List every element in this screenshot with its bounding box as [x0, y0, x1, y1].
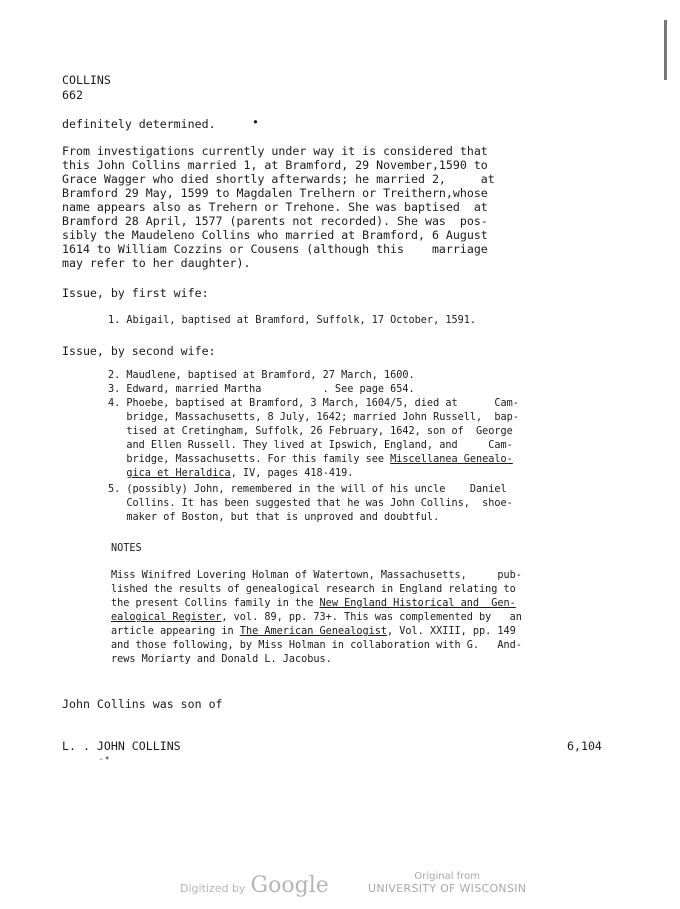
issue-item-continuation: Collins. It has been suggested that he was John Collins, shoe-: [108, 498, 513, 509]
intro-line: Bramford 29 May, 1599 to Magdalen Trelhern or Treithern,whose: [62, 186, 488, 200]
institution-name: UNIVERSITY OF WISCONSIN: [368, 882, 527, 895]
issue-item: 5. (possibly) John, remembered in the will of his uncle Daniel: [108, 484, 507, 495]
intro-line: 1614 to William Cozzins or Cousens (although this marriage: [62, 242, 488, 256]
stray-mark: -•: [98, 754, 111, 765]
notes-line: Miss Winifred Lovering Holman of Watertown, Massachusetts, pub-: [111, 570, 522, 581]
notes-line: [111, 612, 522, 623]
issue-item-continuation: [108, 468, 353, 479]
intro-line: Bramford 28 April, 1577 (parents not recorded). She was pos-: [62, 214, 488, 228]
notes-line: [111, 626, 516, 637]
issue-item: 2. Maudlene, baptised at Bramford, 27 March, 1600.: [108, 370, 415, 381]
stray-mark: •: [252, 115, 259, 129]
notes-text: , Vol. XXIII, pp. 149: [387, 626, 516, 637]
intro-line: sibly the Maudeleno Collins who married at Bramford, 6 August: [62, 228, 488, 242]
publication-title: Miscellanea Genealo-: [390, 454, 513, 465]
publication-title: ealogical Register: [111, 612, 222, 623]
notes-line: rews Moriarty and Donald L. Jacobus.: [111, 654, 332, 665]
son-of-line: John Collins was son of: [62, 697, 223, 711]
intro-line: may refer to her daughter).: [62, 256, 251, 270]
father-name: L. . JOHN COLLINS: [62, 739, 181, 753]
institution-watermark: [368, 871, 526, 895]
page-number: 662: [62, 88, 83, 102]
intro-line: Grace Wagger who died shortly afterwards; he married 2, at: [62, 172, 495, 186]
page-edge-mark: [664, 20, 667, 80]
issue-item: 1. Abigail, baptised at Bramford, Suffolk, 17 October, 1591.: [108, 315, 477, 326]
issue-first-heading: Issue, by first wife:: [62, 286, 209, 300]
digitized-by-google-watermark: [180, 873, 329, 898]
notes-line: [111, 598, 516, 609]
issue-text: , IV, pages 418-419.: [230, 468, 354, 479]
notes-text: , vol. 89, pp. 73+. This was complemented by an: [221, 612, 522, 623]
intro-line: this John Collins married 1, at Bramford, 29 November,1590 to: [62, 158, 488, 172]
issue-item-continuation: maker of Boston, but that is unproved and doubtful.: [108, 512, 440, 523]
publication-title: gica et Heraldica: [126, 468, 231, 479]
issue-item-continuation: bridge, Massachusetts, 8 July, 1642; married John Russell, bap-: [108, 412, 519, 423]
intro-line: name appears also as Trehern or Trehone. She was baptised at: [62, 200, 488, 214]
intro-line: From investigations currently under way it is considered that: [62, 144, 488, 158]
original-from-label: Original from: [414, 871, 480, 882]
issue-text: [108, 468, 126, 479]
father-reference: 6,104: [567, 739, 602, 753]
issue-item: 3. Edward, married Martha . See page 654.: [108, 384, 415, 395]
notes-line: lished the results of genealogical research in England relating to: [111, 584, 516, 595]
opening-line: definitely determined.: [62, 117, 216, 131]
notes-line: and those following, by Miss Holman in collaboration with G. And-: [111, 640, 522, 651]
notes-text: the present Collins family in the: [111, 598, 320, 609]
issue-second-heading: Issue, by second wife:: [62, 344, 216, 358]
publication-title: New England Historical and Gen-: [319, 598, 516, 609]
issue-item-continuation: and Ellen Russell. They lived at Ipswich, England, and Cam-: [108, 440, 513, 451]
issue-text: bridge, Massachusetts. For this family see: [108, 454, 391, 465]
notes-heading: NOTES: [111, 543, 142, 554]
publication-title: The American Genealogist: [239, 626, 388, 637]
issue-item-continuation: tised at Cretingham, Suffolk, 26 February, 1642, son of George: [108, 426, 513, 437]
notes-text: article appearing in: [111, 626, 240, 637]
issue-item-continuation: [108, 454, 513, 465]
issue-item: 4. Phoebe, baptised at Bramford, 3 March, 1604/5, died at Cam-: [108, 398, 519, 409]
header-surname: COLLINS: [62, 73, 111, 87]
google-logo: Google: [250, 873, 329, 898]
digitized-label: Digitized by: [180, 882, 246, 895]
